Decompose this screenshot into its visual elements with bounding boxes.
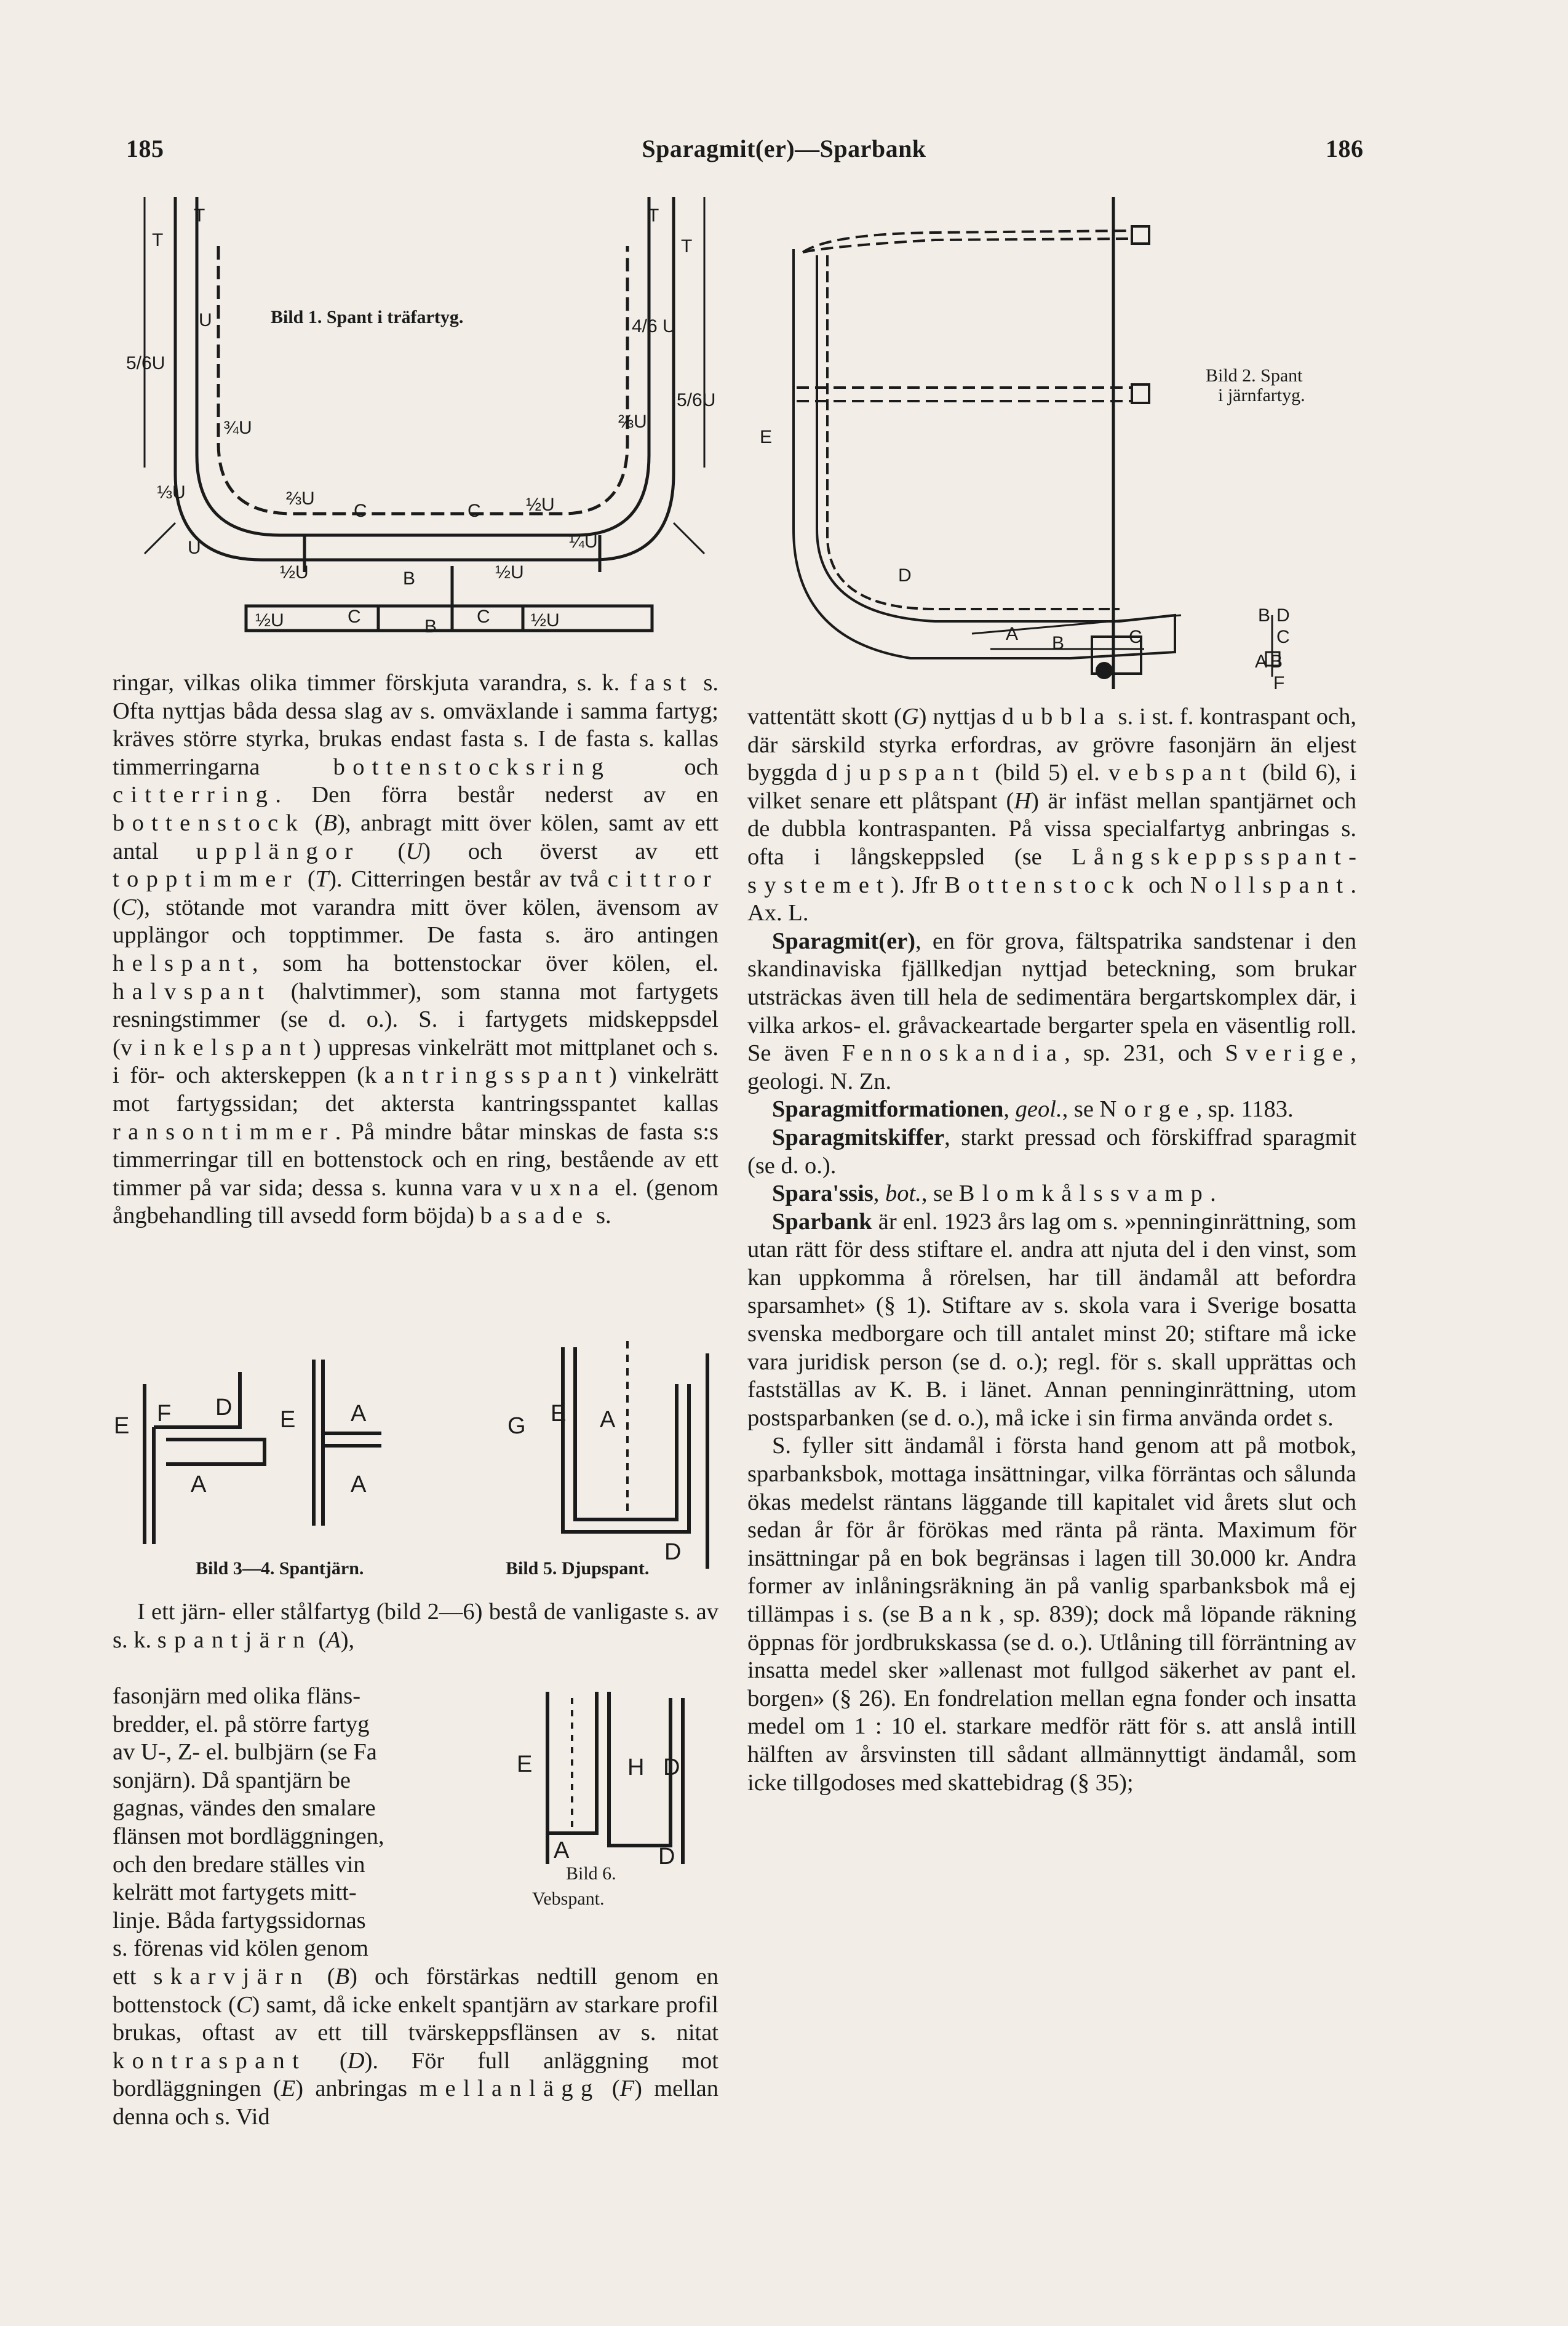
figure-6-vebspant [517,1679,720,1889]
fig5-label-e: E [551,1401,567,1427]
fig1-label-t-right: T [648,205,659,226]
text-run: ), anbragt mitt över kölen, samt av ett antal [113,810,719,864]
fig1-label-two-thirds-u-bottom: ⅔U [286,488,315,509]
italic-ref: geol. [1015,1096,1062,1123]
spaced-term: ransontimmer [113,1118,335,1145]
text-run: ), stötande mot varandra mitt över kölen, ävensom av upplängor och topptimmer. De fasta s. äro antingen [113,894,718,949]
fig3-label-e: E [114,1413,130,1439]
text-run: . På mindre båtar minskas de fasta s:s timmerringar till en bottenstock och en ring, bestående av ett timmer på var sida; dessa s. kunna vara [113,1118,718,1201]
fig1-label-five-sixths-u: 5/6U [126,353,165,373]
fig3-label-a: A [191,1472,207,1497]
spaced-term: bottenstock [113,810,306,836]
italic-ref: B [335,1964,350,1989]
narrow-line: kelrätt mot fartygets mitt- [113,1879,357,1906]
italic-ref: D [347,2047,365,2074]
fig2-small-f: F [1273,673,1285,693]
narrow-line: bredder, el. på större fartyg [113,1711,370,1737]
fig1-label-half-u-bottom-right: ½U [495,562,524,583]
left-column-paragraph-3 [113,1963,718,2132]
spaced-term: topptimmer [113,866,299,893]
figure-2-caption-line2: i järnfartyg. [1218,385,1305,405]
spaced-term: cittror [607,866,718,893]
fig1-label-two-thirds-u: ⅔U [618,412,647,432]
fig3-label-f: F [157,1401,172,1427]
fig1-label-quarter-u: ¼U [569,532,598,552]
fig6-label-e: E [517,1751,533,1777]
text-run: , geologi. N. Zn. [747,1040,1356,1094]
fig1-label-c-left: C [354,501,367,521]
text-run: ). Citterringen består av två [328,866,608,893]
figure-5-djupspant [504,1329,726,1563]
fig5-label-g: G [507,1413,526,1439]
italic-ref: B [322,810,337,836]
spaced-term: vuxna [510,1174,607,1201]
text-run: och [611,754,718,780]
fig2-label-d: D [898,565,912,586]
text-run: S. fyller sitt ändamål i första hand genom att på motbok, sparbanksbok, mottaga insättningar, vilka förräntas och sålunda ökas medelst räntans läggande till kapitalet vid årets slut och sedan år för år förökas med ränta på ränta. Maximum för insättningar på en bok begränsas i lagen till 30.000 kr. Andra former av inlåningsräkning än på vanlig sparbanksbok må ej tillämpas i s. (se [747,1433,1356,1627]
fig1-label-t-right-2: T [681,236,693,257]
spaced-term: upplängor [196,838,360,864]
italic-ref: A [326,1627,341,1653]
narrow-line: gagnas, vändes den smalare [113,1795,376,1822]
fig1-label-half-u-block-left: ½U [255,610,284,631]
spaced-term: djupspant [826,760,987,786]
text-run: ), [340,1627,355,1653]
fig1-label-three-quarters-u: ¾U [223,418,252,438]
text-run: , starkt pressad och förskiffrad sparagmit (se d. o.). [747,1124,1356,1179]
text-run: ) vinkelrätt mot fartygssidan; det aktersta kantringsspantet kallas [113,1062,718,1117]
italic-ref: bot. [885,1181,921,1207]
text-run: , som ha bottenstockar över kölen, el. [252,950,718,976]
spaced-term: Bank [918,1601,999,1627]
fig6-label-h: H [627,1754,645,1780]
text-run: s. i st. f. kontraspant och, där särskild styrka erfordras, av grövre fasonjärn än eljest byggda [747,704,1356,786]
text-run: ( [360,838,406,864]
figure-6-caption-line2: Vebspant. [532,1889,605,1909]
spaced-term: kontraspant [113,2047,307,2074]
text-run: ett [113,1964,154,1989]
text-run: , sp. 231, och [1064,1040,1225,1067]
right-page-number: 186 [1326,135,1364,162]
fig2-small-b: B [1258,605,1271,626]
italic-ref: E [281,2076,296,2102]
italic-ref: C [120,894,137,920]
text-run: ( [113,894,121,920]
page-title: Sparagmit(er)—Sparbank [642,135,926,162]
left-page-number: 185 [126,135,164,162]
text-run: el. (genom ångbehandling till avsedd form böjda) [113,1174,718,1229]
spaced-term: mellanlägg [419,2076,600,2102]
narrow-line: fasonjärn med olika fläns- [113,1683,361,1709]
narrow-line: av U-, Z- el. bulbjärn (se Fa [113,1739,377,1766]
fig5-label-d: D [664,1539,682,1565]
spaced-term: halvspant [113,978,272,1005]
fig6-label-a: A [554,1838,570,1863]
spaced-term: Bottenstock [944,872,1141,898]
fig1-label-half-u-block-right: ½U [531,610,560,631]
fig1-label-c-right: C [468,501,481,521]
spaced-term: bottenstocksring [333,754,611,780]
text-run: vattentätt skott ( [747,704,902,730]
fig2-small-a: A [1255,651,1268,672]
entry-headword: Spara'ssis [772,1181,874,1207]
fig1-label-u-bottom: U [188,538,201,558]
figure-2-caption-line1: Bild 2. Spant [1206,365,1303,386]
text-run: ( [298,866,316,893]
text-run: , en för grova, fältspatrika sandstenar i den skandinaviska fjällkedjan nyttjad beteckning, som brukar utsträckas även till hela de sedimentära bergartskomplex där, i vilka arkos- el. gråvackeartade bergarter spela en väsentlig roll. Se även [747,928,1356,1067]
text-run: ( [309,1964,335,1989]
figure-2-iron-frame [750,185,1403,726]
fig3-label-d: D [215,1395,233,1420]
fig1-label-c-block-right: C [477,607,490,627]
fig6-label-d-top: D [663,1754,680,1780]
spaced-term: citterring [113,782,276,808]
text-run: ) och överst av ett [423,838,718,864]
italic-ref: C [236,1991,252,2018]
text-run: . Ax. L. [747,872,1356,926]
narrow-line: flänsen mot bordläggningen, [113,1823,384,1849]
text-run: ) mellan denna och s. Vid [113,2076,718,2130]
text-run: ) samt, då icke enkelt spantjärn av starkare profil brukas, oftast av ett till tvärskeppsflänsen av s. nitat [113,1991,718,2046]
right-column [747,703,1356,1797]
spaced-term: fast [629,670,694,696]
spaced-term: helspant [113,950,252,976]
text-run: ). För full anläggning mot bordläggningen ( [113,2047,718,2102]
fig4-label-e: E [280,1407,296,1433]
italic-ref: U [405,838,423,864]
fig1-label-t-left: T [152,230,164,250]
text-run: , [873,1181,886,1207]
left-column-paragraph-1 [113,669,718,1230]
text-run: ( [312,1627,327,1653]
fig4-label-a-top: A [351,1401,367,1427]
text-run: ). Jfr [891,872,945,898]
italic-ref: H [1014,787,1032,814]
text-run: och [1141,872,1190,898]
narrow-line: sonjärn). Då spantjärn be [113,1767,351,1793]
figure-3-4-caption: Bild 3—4. Spantjärn. [196,1558,364,1579]
text-run: (bild 6), i vilket senare ett plåtspant ( [747,760,1357,814]
spaced-term: Norge [1099,1096,1196,1123]
spaced-term: dubbla [1001,704,1112,730]
entry-headword: Sparagmitformationen [772,1096,1004,1123]
text-run: ) anbringas [295,2076,420,2102]
spaced-term: Blomkålssvamp [958,1181,1211,1207]
entry-headword: Sparbank [772,1208,872,1235]
narrow-line: linje. Båda fartygssidornas [113,1907,366,1934]
figure-3-4-spantjarn [111,1341,504,1550]
text-run: ( [305,810,323,836]
spaced-term: vebspant [1108,760,1254,786]
text-run: s. [590,1203,611,1229]
text-run: är enl. 1923 års lag om s. »penninginrättning, som utan rätt för dess stiftare el. andra att njuta del i den vinst, som kan uppkomma å rörelsen, har till ändamål att befordra sparsamhet» (§ 1). Stiftare av s. skola vara i Sverige bosatta svenska medborgare och till antalet minst 20; stiftare må icke vara juridisk person (se d. o.); regl. för s. skall upprättas och fastställas av K. B. i länet. Annan penninginrättning, utom postsparbanken (se d. o.), må icke i sin firma använda ordet s. [747,1208,1356,1431]
spaced-term: spantjärn [157,1627,312,1653]
figure-1-wooden-frame [120,185,741,664]
text-run: , sp. 1183. [1196,1096,1294,1123]
fig1-label-c-block-left: C [348,607,361,627]
fig2-label-c: C [1129,627,1142,647]
text-run: , se [1062,1096,1100,1123]
text-run: , [1003,1096,1016,1123]
entry-headword: Sparagmitskiffer [772,1124,945,1150]
italic-ref: F [619,2076,635,2102]
fig1-label-four-sixths-u: 4/6 U [632,316,676,337]
fig2-label-e: E [760,427,773,447]
text-run: ringar, vilkas olika timmer förskjuta varandra, s. k. [113,670,629,696]
italic-ref: G [901,704,919,730]
text-run: ) är infäst mellan spantjärnet och de dubbla kontraspanten. På vissa specialfartyg anbringas s. ofta i långskeppsled (se [747,787,1357,870]
spaced-term: vinkelspant [120,1034,313,1061]
spaced-term: Sverige [1225,1040,1351,1067]
text-run: , sp. 839); dock må löpande räkning öppnas för jordbrukskassa (se d. o.). Utlåning till förräntning av insatta medel sker »allenast mot fullgod säkerhet av pant el. borgen» (§ 26). En fondrelation mellan egna fonder och insatta medel om 1 : 10 el. starkare medför rätt för s. att anslå intill hälften av årsvinsten till sådant allmännyttigt ändamål, som icke tillgodoses med skattebidrag (§ 35); [747,1601,1356,1796]
fig2-label-a: A [1006,624,1019,644]
fig1-label-t-left-2: T [194,205,205,226]
entry-headword: Sparagmit(er) [772,928,916,954]
fig1-label-third-u: ⅓U [157,482,186,503]
italic-ref: T [315,866,329,893]
spaced-term: Fennoskandia [842,1040,1065,1067]
fig4-label-a-bottom: A [351,1472,367,1497]
fig2-small-b2: B [1270,651,1283,672]
fig1-label-b: B [403,568,416,589]
text-run: . Den förra består nederst av en [275,782,718,808]
text-run: ) uppresas vinkelrätt mot mittplanet och s. i för- och akterskeppen ( [113,1034,718,1089]
fig1-label-five-sixths-u-right: 5/6U [677,390,716,410]
fig2-small-c: C [1276,627,1290,647]
text-run: , se [921,1181,959,1207]
figure-5-caption: Bild 5. Djupspant. [506,1558,650,1579]
fig1-label-half-u-bottom-left: ½U [280,562,309,583]
text-run: . [1210,1181,1216,1207]
narrow-line: och den bredare ställes vin [113,1851,365,1878]
spaced-term: kantringsspant [364,1062,609,1089]
narrow-line: s. förenas vid kölen genom [113,1935,368,1962]
text-run: I ett järn- eller stålfartyg (bild 2—6) bestå de vanligaste s. av s. k. [113,1599,718,1653]
fig2-label-b: B [1052,633,1065,653]
figure-1-caption: Bild 1. Spant i träfartyg. [271,307,464,327]
left-column-paragraph-2 [113,1598,718,1654]
text-run: ( [600,2076,620,2102]
text-run: ( [306,2047,348,2074]
spaced-term: basade [480,1203,591,1229]
text-run: s. Ofta nyttjas båda dessa slag av s. omväxlande i samma fartyg; kräves större styrka, brukas endast fasta s. I de fasta s. kallas timmerringarna [113,670,718,780]
text-run: ) nyttjas [918,704,1002,730]
fig6-label-d-bottom: D [658,1844,675,1870]
spaced-term: skarvjärn [153,1964,310,1989]
fig1-label-u-left: U [199,310,212,330]
fig1-label-half-u: ½U [526,495,555,515]
text-run: (halvtimmer), som stanna mot fartygets resningstimmer (se d. o.). S. i fartygets midskeppsdel ( [113,978,718,1061]
spaced-term: Nollspant [1190,872,1351,898]
fig5-label-a: A [600,1407,616,1433]
fig1-label-b-block: B [424,616,437,637]
text-run: ) och förstärkas nedtill genom en bottenstock ( [113,1964,718,2018]
spaced-term: Långskeppsspantsystemet [747,843,1356,898]
text-run: (bild 5) el. [986,760,1108,786]
figure-6-caption-line1: Bild 6. [566,1863,616,1884]
fig2-small-d: D [1276,605,1290,626]
left-column-paragraph-2-narrow [113,1683,506,1963]
